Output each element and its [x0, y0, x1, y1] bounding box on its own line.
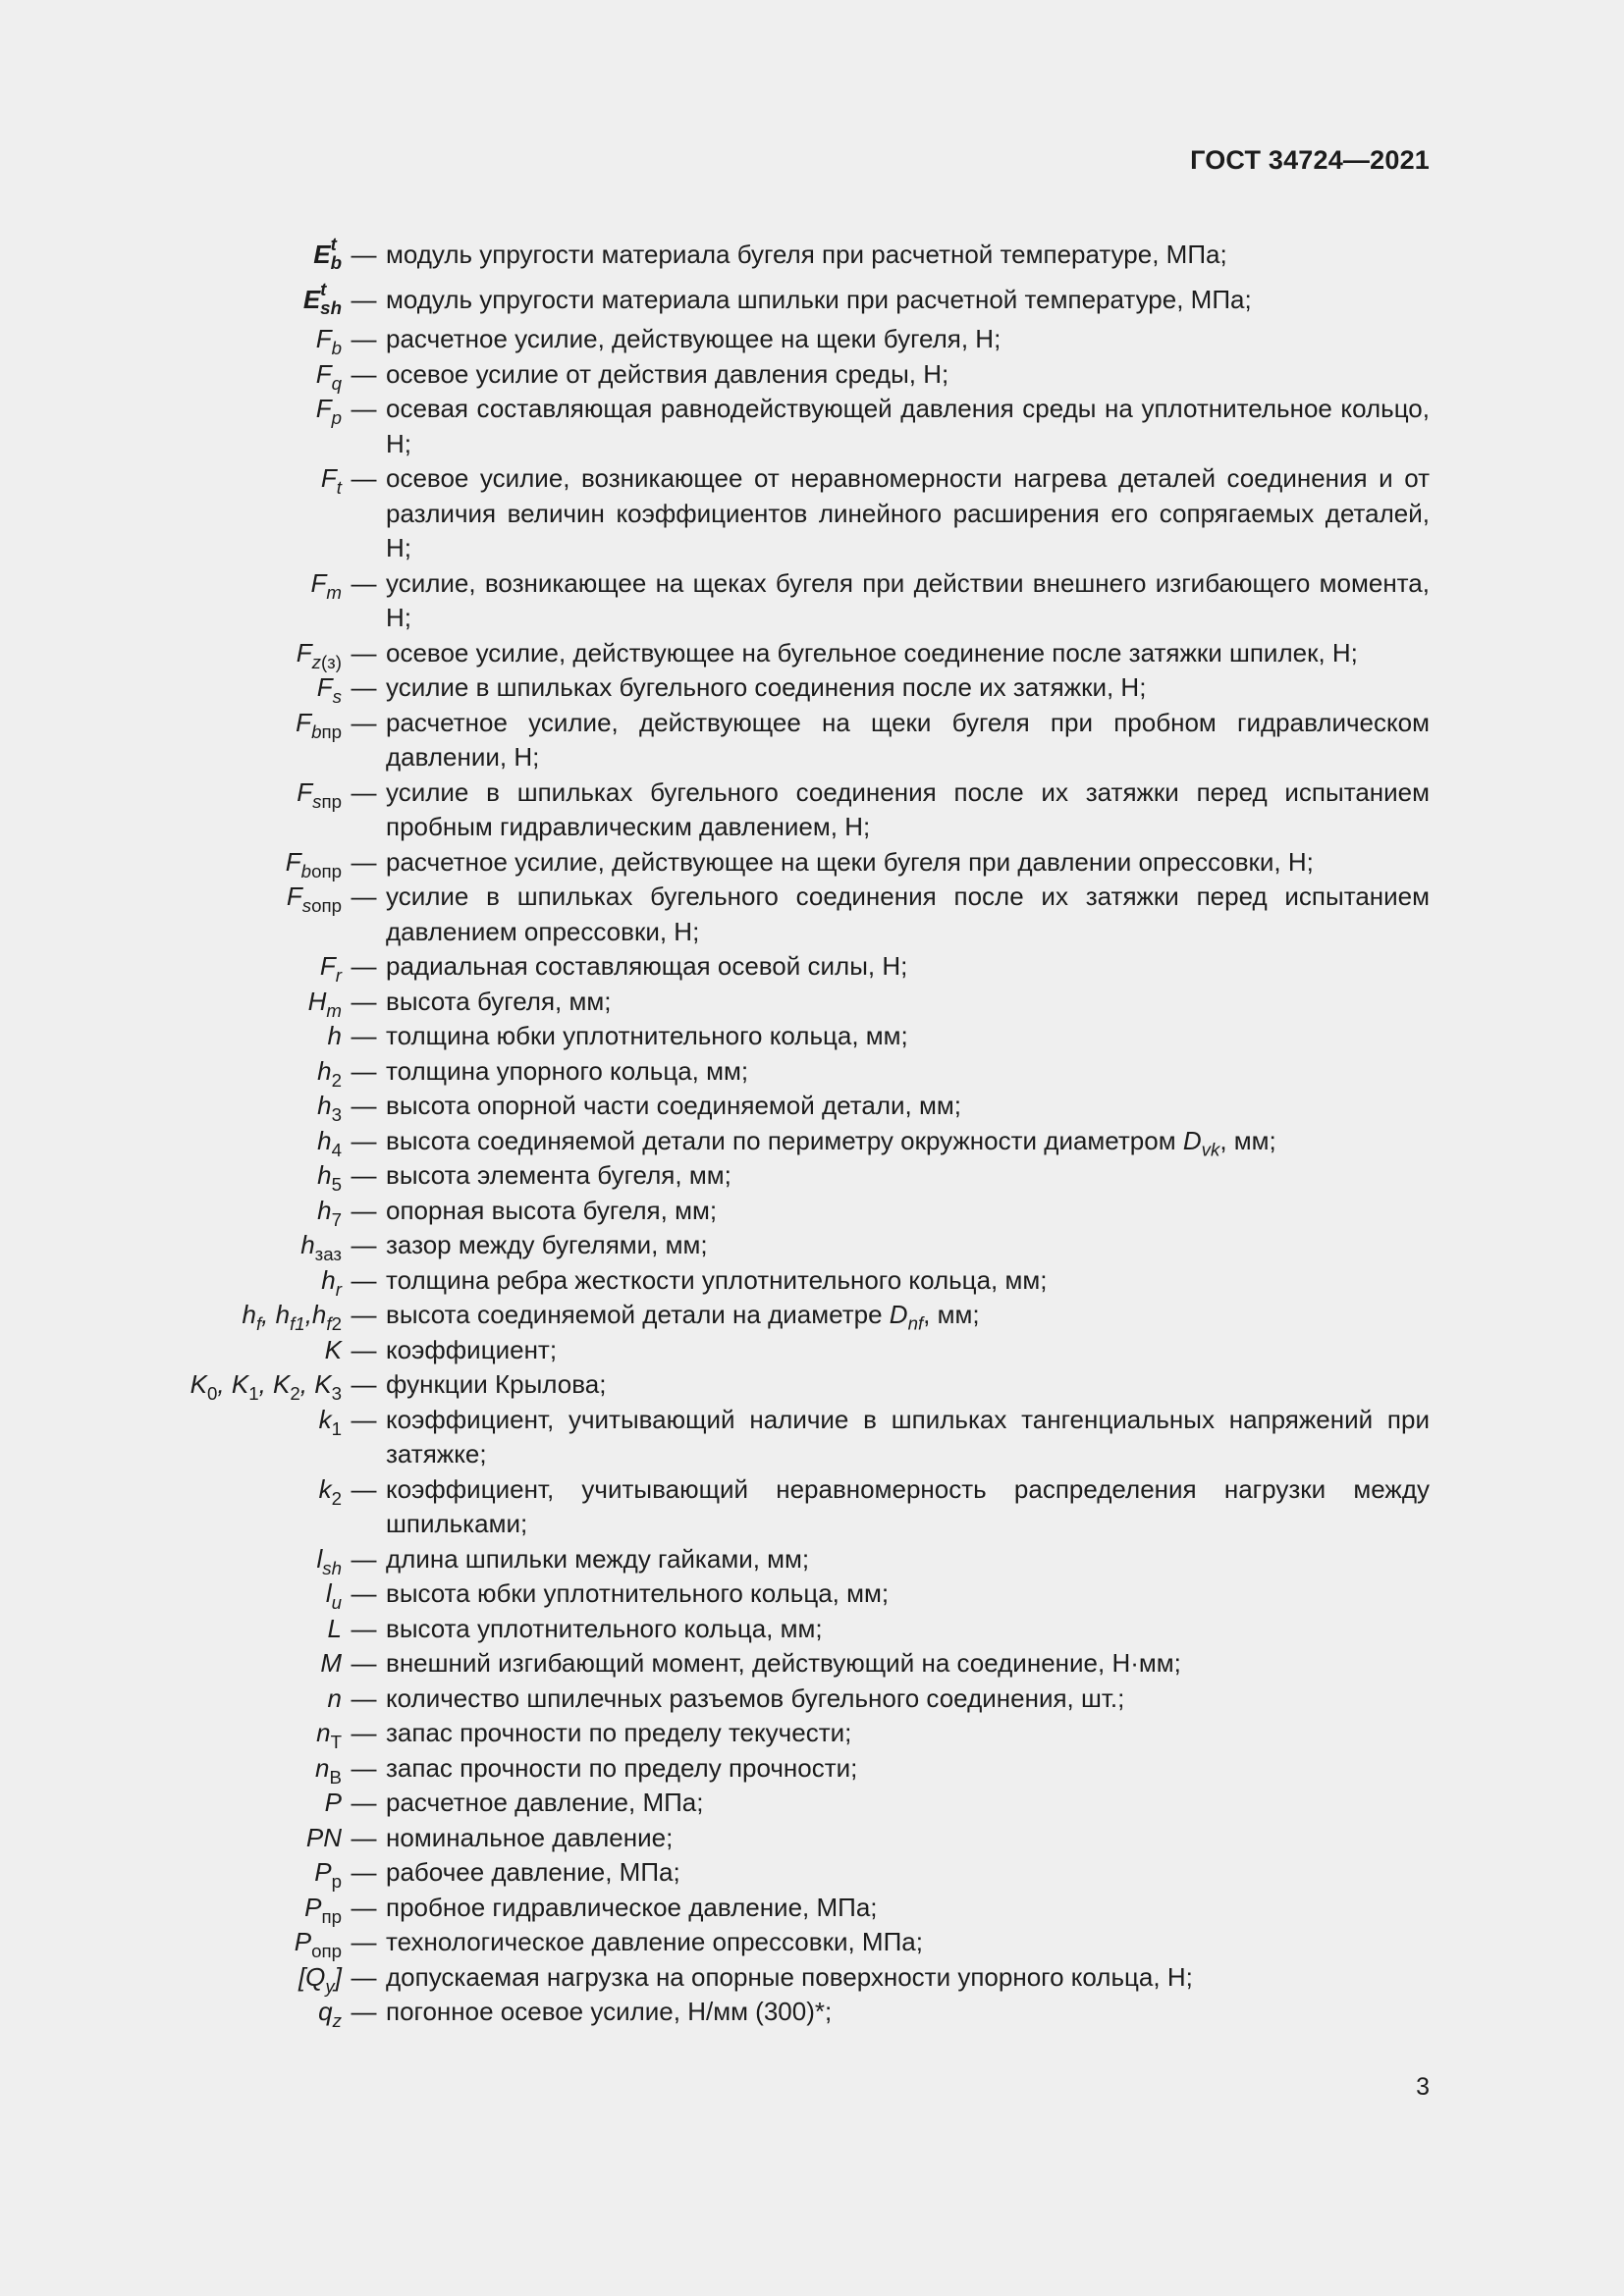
em-dash: —: [351, 1788, 377, 1817]
definition-row: [147, 461, 1430, 566]
definition-row: [147, 845, 1430, 881]
symbol: $F_{z(з)}$: [296, 637, 342, 672]
definition-text: высота бугеля, мм;: [386, 986, 612, 1016]
em-dash: —: [351, 240, 377, 269]
definition-text: функции Крылова;: [386, 1369, 607, 1399]
definition-row: [147, 670, 1430, 706]
definition-row: [147, 1960, 1430, 1996]
em-dash: —: [351, 846, 377, 877]
em-dash: —: [351, 1752, 377, 1783]
symbol: $F_{bпр}$: [296, 707, 342, 742]
definition-row: [147, 1124, 1430, 1159]
definition-text: усилие, возникающее на щеках бугеля при действии внешнего изгибающего момента, Н;: [386, 567, 1430, 632]
definition-text: высота элемента бугеля, мм;: [386, 1160, 731, 1190]
definition-text: рабочее давление, МПа;: [386, 1857, 680, 1887]
definition-text: расчетное усилие, действующее на щеки бугеля при пробном гидравлическом давлении, Н;: [386, 707, 1430, 772]
symbol: $F_q$: [315, 358, 342, 394]
em-dash: —: [351, 567, 377, 598]
definition-row: [147, 1367, 1430, 1403]
em-dash: —: [351, 1578, 377, 1608]
symbol: $q_z$: [318, 1997, 342, 2032]
em-dash: —: [351, 1404, 377, 1434]
em-dash: —: [351, 1230, 377, 1259]
em-dash: —: [351, 1264, 377, 1295]
symbol: $F_{sопр}$: [286, 881, 342, 917]
definition-text: толщина ребра жесткости уплотнительного кольца, мм;: [386, 1264, 1048, 1295]
definition-text: опорная высота бугеля, мм;: [386, 1195, 718, 1225]
definition-row: [147, 1472, 1430, 1542]
symbol: $h_7$: [317, 1195, 342, 1230]
definition-text: коэффициент;: [386, 1334, 558, 1364]
symbol: P: [324, 1788, 342, 1817]
em-dash: —: [351, 1055, 377, 1086]
definition-row: [147, 1158, 1430, 1194]
em-dash: —: [351, 1718, 377, 1747]
symbol: $h_f$, $h_{f1},h_{f2}$: [242, 1300, 342, 1335]
em-dash: —: [351, 1961, 377, 1992]
document-header: ГОСТ 34724—2021: [1190, 145, 1430, 175]
symbol: $F_s$: [316, 672, 342, 708]
definition-row: [147, 1682, 1430, 1717]
definition-text: осевое усилие, действующее на бугельное соединение после затяжки шпилек, Н;: [386, 637, 1358, 667]
em-dash: —: [351, 1021, 377, 1050]
definition-text: расчетное усилие, действующее на щеки бугеля при давлении опрессовки, Н;: [386, 846, 1314, 877]
em-dash: —: [351, 881, 377, 911]
em-dash: —: [351, 1369, 377, 1399]
em-dash: —: [351, 1300, 377, 1329]
definition-text: коэффициент, учитывающий наличие в шпильках тангенциальных напряжений при затяжке;: [386, 1404, 1430, 1468]
symbol: $k_1$: [318, 1404, 342, 1439]
definition-row: [147, 566, 1430, 636]
definition-text: высота опорной части соединяемой детали, мм;: [386, 1091, 961, 1120]
definition-text: высота соединяемой детали по периметру окружности диаметром $D_{vk}$, мм;: [386, 1125, 1276, 1160]
symbol: $h_5$: [317, 1160, 342, 1196]
definition-row: [147, 1751, 1430, 1787]
em-dash: —: [351, 986, 377, 1016]
em-dash: —: [351, 1997, 377, 2026]
em-dash: —: [351, 672, 377, 702]
em-dash: —: [351, 324, 377, 353]
definition-text: допускаемая нагрузка на опорные поверхности упорного кольца, Н;: [386, 1961, 1193, 1992]
definition-row: [147, 1995, 1430, 2030]
definition-row: [147, 1855, 1430, 1891]
definition-row: [147, 1786, 1430, 1821]
definition-row: [147, 232, 1430, 277]
definition-text: коэффициент, учитывающий неравномерность распределения нагрузки между шпильками;: [386, 1473, 1430, 1538]
definition-text: высота уплотнительного кольца, мм;: [386, 1613, 823, 1643]
definition-text: технологическое давление опрессовки, МПа;: [386, 1927, 923, 1956]
definition-row: [147, 1089, 1430, 1124]
definition-text: запас прочности по пределу текучести;: [386, 1718, 852, 1747]
em-dash: —: [351, 1091, 377, 1120]
definition-row: [147, 1054, 1430, 1090]
em-dash: —: [351, 394, 377, 423]
em-dash: —: [351, 285, 377, 314]
definition-row: [147, 985, 1430, 1020]
em-dash: —: [351, 707, 377, 737]
definition-row: [147, 1576, 1430, 1612]
em-dash: —: [351, 1822, 377, 1852]
definition-text: расчетное усилие, действующее на щеки бугеля, Н;: [386, 324, 1001, 353]
em-dash: —: [351, 1857, 377, 1887]
symbol-definitions-list: [147, 232, 1430, 2030]
symbol: $K_0$, $K_1$, $K_2$, $K_3$: [189, 1369, 342, 1405]
definition-text: количество шпилечных разъемов бугельного соединения, шт.;: [386, 1682, 1125, 1713]
symbol: E t b: [313, 233, 342, 273]
symbol: E t sh: [302, 278, 342, 318]
definition-row: [147, 1298, 1430, 1333]
em-dash: —: [351, 1160, 377, 1190]
symbol: $F_m$: [310, 567, 342, 603]
definition-row: [147, 1263, 1430, 1299]
symbol: $l_{sh}$: [316, 1543, 342, 1578]
definition-row: [147, 636, 1430, 671]
definition-row: [147, 1194, 1430, 1229]
em-dash: —: [351, 1473, 377, 1504]
symbol: $F_t$: [320, 463, 342, 499]
definition-row: [147, 706, 1430, 775]
definition-row: [147, 392, 1430, 461]
symbol: $h_{заз}$: [300, 1230, 342, 1265]
em-dash: —: [351, 1543, 377, 1574]
definition-row: [147, 1019, 1430, 1054]
em-dash: —: [351, 1125, 377, 1155]
symbol: $P_{опр}$: [294, 1927, 342, 1962]
symbol: $F_b$: [315, 324, 342, 359]
definition-row: [147, 1403, 1430, 1472]
symbol: $n_В$: [315, 1752, 342, 1788]
definition-row: [147, 1891, 1430, 1926]
symbol: $F_r$: [319, 951, 342, 987]
symbol: h: [327, 1021, 342, 1050]
definition-text: погонное осевое усилие, Н/мм (300)*;: [386, 1997, 833, 2026]
em-dash: —: [351, 358, 377, 389]
definition-text: номинальное давление;: [386, 1822, 674, 1852]
definition-text: пробное гидравлическое давление, МПа;: [386, 1892, 878, 1922]
symbol: $P_р$: [314, 1857, 342, 1893]
definition-row: [147, 1646, 1430, 1682]
symbol: $n_Т$: [316, 1718, 342, 1753]
definition-row: [147, 1228, 1430, 1263]
symbol: M: [320, 1648, 342, 1678]
definition-row: [147, 1821, 1430, 1856]
definition-text: осевая составляющая равнодействующей давления среды на уплотнительное кольцо, Н;: [386, 394, 1430, 458]
definition-row: [147, 277, 1430, 322]
em-dash: —: [351, 637, 377, 667]
symbol: $F_p$: [315, 394, 342, 429]
em-dash: —: [351, 463, 377, 493]
symbol: K: [324, 1334, 342, 1364]
definition-text: осевое усилие от действия давления среды, Н;: [386, 358, 949, 389]
definition-text: толщина упорного кольца, мм;: [386, 1055, 749, 1086]
em-dash: —: [351, 1927, 377, 1956]
symbol: $P_{пр}$: [304, 1892, 342, 1927]
definition-text: модуль упругости материала шпильки при расчетной температуре, МПа;: [386, 285, 1252, 314]
definition-text: усилие в шпильках бугельного соединения после их затяжки, Н;: [386, 672, 1147, 702]
symbol: $h_4$: [317, 1125, 342, 1160]
definition-text: расчетное давление, МПа;: [386, 1788, 704, 1817]
page-number: 3: [1416, 2073, 1430, 2101]
definition-row: [147, 775, 1430, 845]
em-dash: —: [351, 951, 377, 981]
em-dash: —: [351, 1334, 377, 1364]
definition-text: запас прочности по пределу прочности;: [386, 1752, 858, 1783]
symbol: PN: [305, 1822, 342, 1852]
definition-text: радиальная составляющая осевой силы, Н;: [386, 951, 908, 981]
definition-text: зазор между бугелями, мм;: [386, 1230, 708, 1259]
symbol: $h_2$: [317, 1055, 342, 1091]
definition-text: высота юбки уплотнительного кольца, мм;: [386, 1578, 890, 1608]
definition-row: [147, 1925, 1430, 1960]
definition-row: [147, 1716, 1430, 1751]
symbol: $[Q_y]$: [298, 1961, 342, 1997]
symbol: $F_{sпр}$: [297, 776, 342, 812]
definition-row: [147, 880, 1430, 949]
definition-row: [147, 949, 1430, 985]
definition-text: толщина юбки уплотнительного кольца, мм;: [386, 1021, 908, 1050]
definition-text: усилие в шпильках бугельного соединения после их затяжки перед испытанием давлением опрессовки, Н;: [386, 881, 1430, 946]
definition-row: [147, 1542, 1430, 1577]
em-dash: —: [351, 776, 377, 807]
symbol: $l_u$: [325, 1578, 342, 1614]
definition-text: внешний изгибающий момент, действующий на соединение, Н·мм;: [386, 1648, 1181, 1678]
definition-text: модуль упругости материала бугеля при расчетной температуре, МПа;: [386, 240, 1227, 269]
definition-row: [147, 1333, 1430, 1368]
em-dash: —: [351, 1613, 377, 1643]
definition-row: [147, 322, 1430, 357]
symbol: L: [327, 1613, 342, 1643]
definition-text: высота соединяемой детали на диаметре $D_{nf}$, мм;: [386, 1300, 980, 1334]
symbol: n: [327, 1682, 342, 1713]
definition-text: длина шпильки между гайками, мм;: [386, 1543, 810, 1574]
definition-text: осевое усилие, возникающее от неравномерности нагрева деталей соединения и от различия величин коэффициентов линейного расширения его сопрягаемых деталей, Н;: [386, 463, 1430, 562]
em-dash: —: [351, 1648, 377, 1678]
em-dash: —: [351, 1682, 377, 1713]
symbol: $h_r$: [321, 1264, 342, 1300]
symbol: $k_2$: [318, 1473, 342, 1509]
definition-row: [147, 1612, 1430, 1647]
symbol: $H_m$: [307, 986, 342, 1021]
definition-row: [147, 357, 1430, 393]
definition-text: усилие в шпильках бугельного соединения после их затяжки перед испытанием пробным гидравлическим давлением, Н;: [386, 776, 1430, 841]
symbol: $h_3$: [317, 1091, 342, 1126]
symbol: $F_{bопр}$: [285, 846, 342, 881]
em-dash: —: [351, 1195, 377, 1225]
em-dash: —: [351, 1892, 377, 1922]
